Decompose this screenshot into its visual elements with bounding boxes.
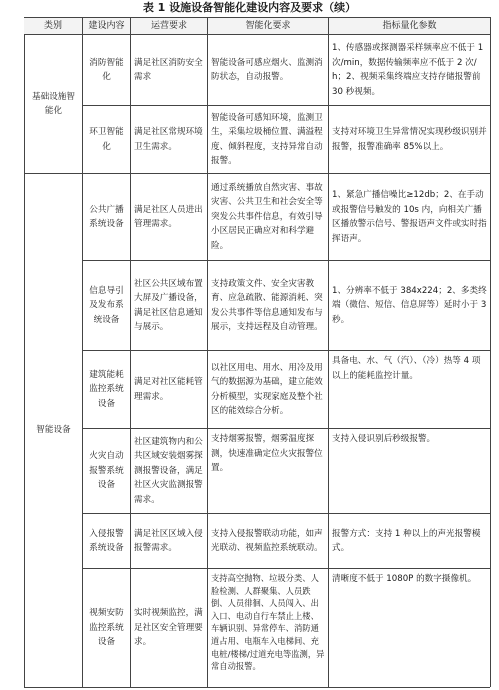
row-ops: 满足社区人员进出管理需求。 [134, 204, 203, 229]
header-item: 建设内容 [83, 18, 130, 34]
row-smart: 以社区用电、用水、用冷及用气的数据源为基础，建立能效分析模型，实现家庭及整个社区的能效综合分析。 [211, 362, 323, 416]
row-smart: 支持入侵报警联动功能，如声光联动、视频监控系统联动。 [211, 528, 323, 553]
header-category: 类别 [24, 18, 82, 34]
row-smart: 智能设备可感知环境，监测卫生，采集垃圾桶位置、满溢程度、倾斜程度，支持异常自动报警。 [211, 112, 323, 166]
row-ops: 满足社区常规环境卫生需求。 [134, 127, 203, 152]
row-ops: 满足社区消防安全需求 [134, 57, 203, 82]
row-item: 公共广播系统设备 [89, 204, 124, 229]
row-metric: 具备电、水、气（汽）、（冷）热等 4 项以上的能耗监控计量。 [332, 356, 481, 381]
table-title: 表 1 设施设备智能化建设内容及要求（续） [142, 1, 357, 14]
category-infrastructure: 基础设施智能化 [32, 91, 75, 116]
row-metric: 报警方式：支持 1 种以上的声光报警模式。 [332, 528, 481, 553]
row-ops: 社区建筑物内和公共区域安装烟雾探测报警设备，满足社区火灾监测报警需求。 [134, 436, 203, 505]
row-ops: 实时视频监控，满足社区安全管理要求。 [134, 608, 203, 648]
row-smart: 智能设备可感应烟火、监测消防状态，自动报警。 [211, 57, 323, 82]
row-item: 火灾自动报警系统设备 [89, 451, 124, 491]
row-metric: 支持对环境卫生异常情况实现秒级识别并报警，报警准确率 85%以上。 [332, 127, 487, 152]
row-item: 信息导引及发布系统设备 [89, 285, 124, 325]
row-metric: 1、传感器或探测器采样频率应不低于 1 次/min，数据传输频率应不低于 2 次/h；2、视频采集终端应支持存储报警前 30 秒视频。 [332, 43, 484, 97]
row-ops: 社区公共区域布置大屏及广播设备，满足社区信息通知与展示。 [134, 278, 203, 332]
row-metric: 清晰度不低于 1080P 的数字摄像机。 [332, 574, 477, 584]
category-devices: 智能设备 [36, 425, 71, 436]
row-smart: 支持高空抛物、垃圾分类、人脸检测、人群聚集、人员跌倒、人员徘徊、人员闯入、出入口、电动自行车禁止上楼、车辆识别、异常停车、消防通道占用、电瓶车入电梯间、充电桩/楼梯/过道充电等监测，异常自动报警。 [211, 573, 325, 672]
row-item: 消防智能化 [89, 57, 124, 82]
row-ops: 满足对社区能耗管理需求。 [134, 377, 203, 402]
row-item: 视频安防监控系统设备 [89, 608, 124, 648]
row-item: 入侵报警系统设备 [89, 528, 124, 553]
row-smart: 通过系统播放自然灾害、事故灾害、公共卫生和社会安全等突发公共事件信息，有效引导小区居民正确应对和科学避险。 [211, 182, 323, 251]
row-item: 建筑能耗监控系统设备 [89, 369, 124, 409]
header-smart: 智能化要求 [208, 18, 328, 34]
row-smart: 支持政策文件、安全灾害教育、应急疏散、能源消耗、突发公共事件等信息通知发布与展示，支持远程及自动管理。 [211, 278, 323, 332]
row-metric: 支持入侵识别后秒级报警。 [332, 434, 436, 444]
requirements-table [24, 17, 490, 688]
row-metric: 1、分辨率不低于 384x224；2、多类终端（微信、短信、信息屏等）延时小于 3 秒。 [332, 285, 487, 325]
row-ops: 满足社区区域入侵报警需求。 [134, 528, 203, 553]
header-metric: 指标量化参数 [329, 18, 490, 34]
header-ops: 运营要求 [131, 18, 207, 34]
row-item: 环卫智能化 [89, 127, 124, 152]
row-metric: 1、紧急广播信噪比≥12db；2、在手动或报警信号触发的 10s 内，向相关广播区播放警示信号、警报语声文件或实时指挥语声。 [332, 190, 487, 244]
row-smart: 支持烟雾报警，烟雾温度探测，快速准确定位火灾报警位置。 [211, 434, 323, 473]
